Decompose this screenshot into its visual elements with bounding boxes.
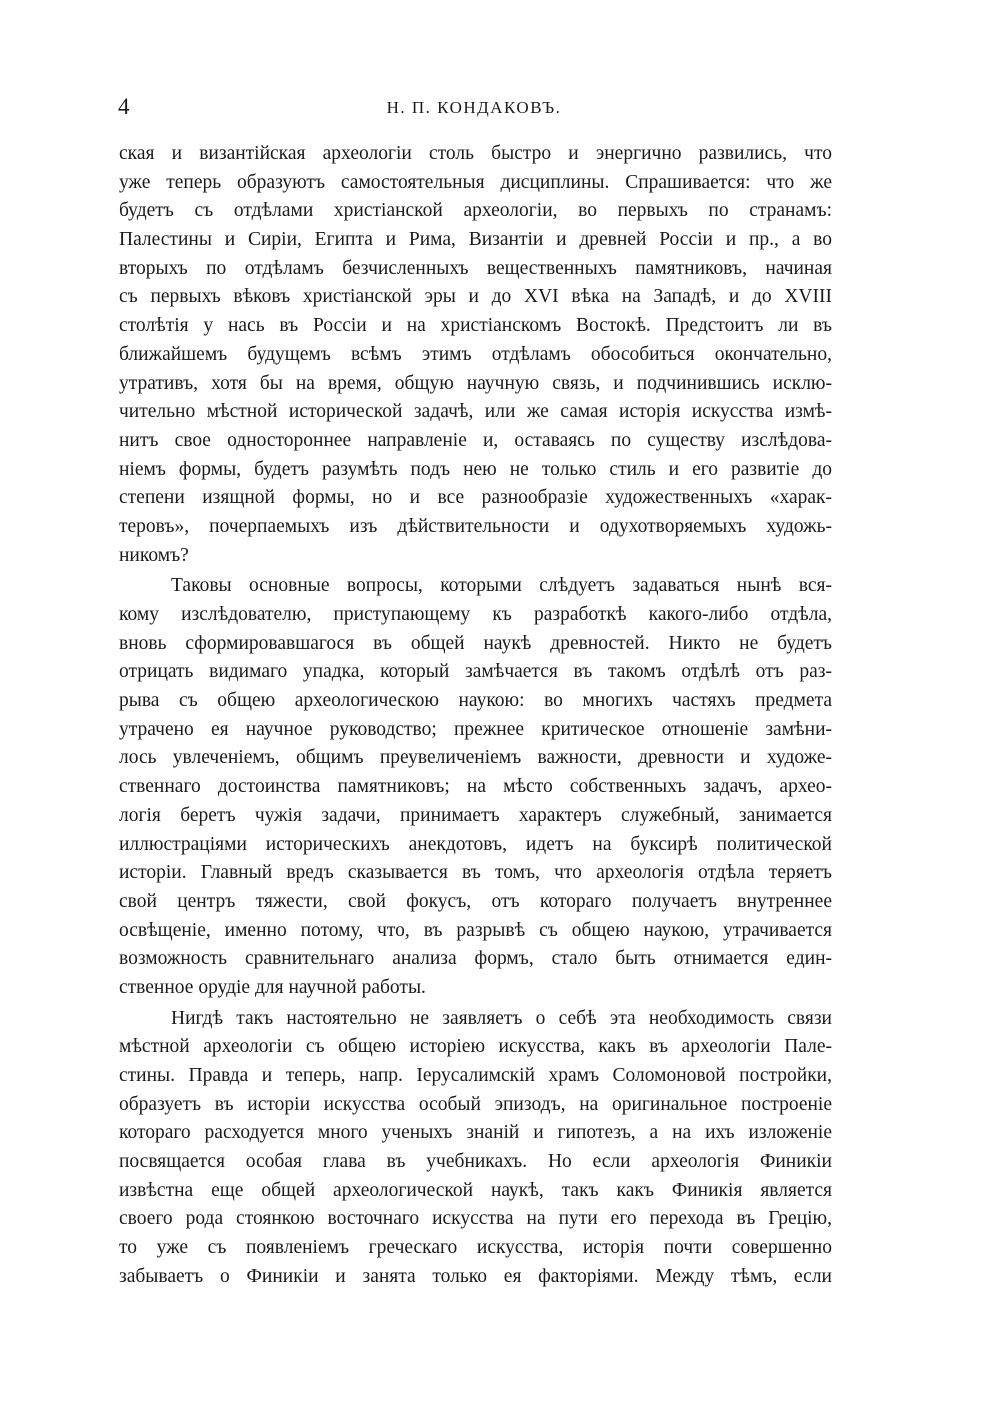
text-line: никомъ? bbox=[119, 544, 189, 566]
text-line: посвящается особая глава въ учебникахъ. Но если археологія Финикіи bbox=[119, 1151, 832, 1173]
text-line: теровъ», почерпаемыхъ изъ дѣйствительности и одухотворяемыхъ художь- bbox=[119, 515, 832, 537]
text-line: степени изящной формы, но и все разнообразіе художественныхъ «харак- bbox=[119, 487, 832, 509]
text-line: утративъ, хотя бы на время, общую научную связь, и подчинившись исклю- bbox=[119, 372, 832, 394]
text-line: свой центръ тяжести, свой фокусъ, отъ котораго получаетъ внутреннее bbox=[119, 890, 832, 912]
text-line: стины. Правда и теперь, напр. Іерусалимскій храмъ Соломоновой постройки, bbox=[119, 1065, 832, 1086]
text-line: вновь сформировавшагося въ общей наукѣ древностей. Никто не будетъ bbox=[119, 632, 832, 654]
text-line: вторыхъ по отдѣламъ безчисленныхъ вещественныхъ памятниковъ, начиная bbox=[119, 257, 832, 279]
text-line: уже теперь образуютъ самостоятельныя дисциплины. Спрашивается: что же bbox=[119, 171, 832, 193]
text-line: столѣтія у нась въ Россіи и на христіанскомъ Востокѣ. Предстоитъ ли въ bbox=[119, 315, 832, 337]
running-title: Н. П. КОНДАКОВЪ. bbox=[386, 98, 562, 117]
text-line: кому изслѣдователю, приступающему къ разработкѣ какого-либо отдѣла, bbox=[119, 604, 832, 625]
text-line: будетъ съ отдѣлами христіанской археологіи, во первыхъ по странамъ: bbox=[119, 200, 832, 222]
text-line: исторіи. Главный вредъ сказывается въ томъ, что археологія отдѣла теряетъ bbox=[119, 862, 832, 884]
text-line: ственнаго достоинства памятниковъ; на мѣсто собственныхъ задачъ, архео- bbox=[119, 776, 832, 798]
page-number: 4 bbox=[118, 94, 130, 119]
text-line: мѣстной археологіи съ общею исторіею искусства, какъ въ археологіи Пале- bbox=[119, 1036, 832, 1058]
text-line: съ первыхъ вѣковъ христіанской эры и до XVI вѣка на Западѣ, и до XVIII bbox=[119, 286, 832, 308]
text-line: лось увлеченіемъ, общимъ преувеличеніемъ важности, древности и художе- bbox=[119, 747, 832, 769]
text-line: то уже съ появленіемъ греческаго искусства, исторія почти совершенно bbox=[119, 1237, 832, 1259]
page-header bbox=[118, 94, 830, 124]
paragraph bbox=[119, 1005, 832, 1292]
paragraph bbox=[119, 140, 832, 570]
text-line: нитъ свое одностороннее направленіе и, оставаясь по существу изслѣдова- bbox=[119, 429, 832, 451]
paragraph bbox=[119, 572, 832, 1002]
text-line: Таковы основные вопросы, которыми слѣдуетъ задаваться нынѣ вся- bbox=[171, 575, 832, 597]
text-line: своего рода стоянкою восточнаго искусства на пути его перехода въ Грецію, bbox=[119, 1208, 832, 1230]
text-line: Нигдѣ такъ настоятельно не заявляетъ о себѣ эта необходимость связи bbox=[171, 1007, 832, 1029]
text-line: котораго расходуется много ученыхъ знаній и гипотезъ, а на ихъ изложеніе bbox=[119, 1122, 832, 1144]
text-line: образуетъ въ исторіи искусства особый эпизодъ, на оригинальное построеніе bbox=[119, 1093, 832, 1115]
text-line: ніемъ формы, будетъ разумѣть подъ нею не только стиль и его развитіе до bbox=[119, 458, 832, 480]
text-line: рыва съ общею археологическою наукою: во многихъ частяхъ предмета bbox=[119, 690, 832, 712]
text-line: ственное орудіе для научной работы. bbox=[119, 976, 426, 998]
body-text bbox=[119, 140, 832, 1292]
text-line: возможность сравнительнаго анализа формъ, стало быть отнимается един- bbox=[119, 948, 832, 970]
text-line: ближайшемъ будущемъ всѣмъ этимъ отдѣламъ обособиться окончательно, bbox=[119, 343, 832, 365]
text-line: извѣстна еще общей археологической наукѣ, такъ какъ Финикія является bbox=[119, 1179, 832, 1201]
text-line: иллюстраціями историческихъ анекдотовъ, идетъ на буксирѣ политической bbox=[119, 833, 832, 855]
text-line: забываетъ о Финикіи и занята только ея факторіями. Между тѣмъ, если bbox=[119, 1265, 832, 1287]
text-line: логія беретъ чужія задачи, принимаетъ характеръ служебный, занимается bbox=[119, 804, 832, 826]
text-line: утрачено ея научное руководство; прежнее критическое отношеніе замѣни- bbox=[119, 718, 832, 740]
text-line: ская и византійская археологіи столь быстро и энергично развились, что bbox=[119, 143, 832, 164]
text-line: Палестины и Сиріи, Египта и Рима, Византіи и древней Россіи и пр., а во bbox=[119, 229, 832, 251]
text-line: освѣщеніе, именно потому, что, въ разрывѣ съ общею наукою, утрачивается bbox=[119, 919, 832, 941]
text-line: отрицать видимаго упадка, который замѣчается въ такомъ отдѣлѣ отъ раз- bbox=[119, 661, 832, 683]
text-line: чительно мѣстной исторической задачѣ, или же самая исторія искусства измѣ- bbox=[119, 401, 832, 423]
